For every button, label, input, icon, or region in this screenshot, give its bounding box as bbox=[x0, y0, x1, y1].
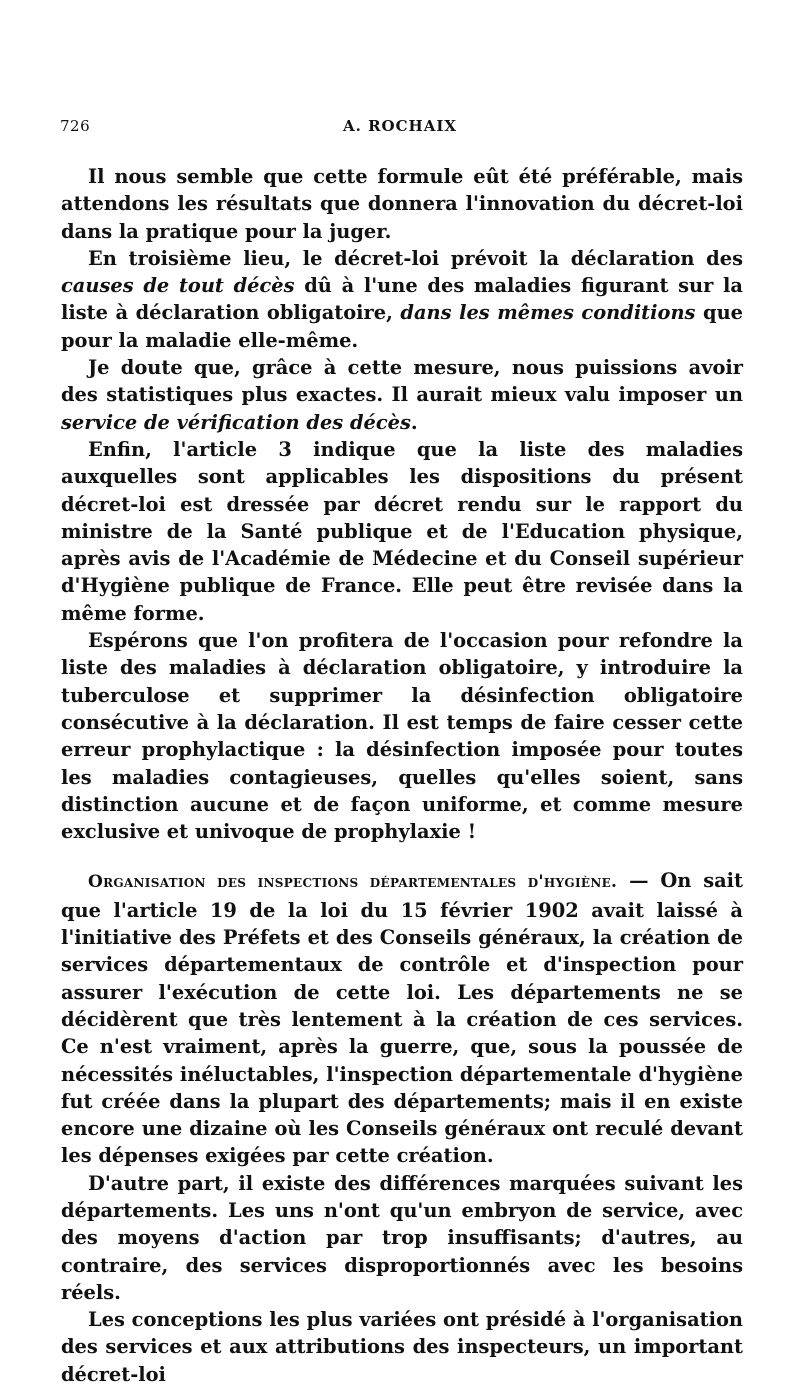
paragraph-1: Il nous semble que cette formule eût été préférable, mais attendons les résultats que donnera l'innovation du décret-loi dans la pratique pour la juger. bbox=[61, 165, 743, 243]
paragraph-2-text: que pour la maladie elle-même. bbox=[61, 301, 744, 352]
paragraph-8: Les conceptions les plus variées ont présidé à l'organisation des services et aux attributions des inspecteurs, un important décret-loi bbox=[61, 1308, 743, 1386]
section-spacer bbox=[61, 845, 743, 867]
paragraph-5: Espérons que l'on profitera de l'occasion pour refondre la liste des maladies à déclaration obligatoire, y introduire la tuberculose et supprimer la désinfection obligatoire consécutive à la déclaration. Il est temps de faire cesser cette erreur prophylactique : la désinfection imposée pour toutes les maladies contagieuses, quelles qu'elles soient, sans distinction aucune et de façon uniforme, et comme mesure exclusive et univoque de prophylaxie ! bbox=[61, 629, 743, 844]
paragraph-3-emphasis: service de vérification des décès bbox=[61, 410, 411, 434]
paragraph-2-emphasis: dans les mêmes conditions bbox=[400, 301, 696, 325]
section-title: Organisation des inspections départementales d'hygiène. bbox=[88, 872, 618, 893]
body-text bbox=[61, 163, 743, 1388]
paragraph-2-text: dû à l'une des maladies figurant sur la liste à déclaration obligatoire, bbox=[61, 274, 743, 325]
paragraph-3-text: . bbox=[410, 410, 418, 434]
running-head: A. ROCHAIX bbox=[342, 117, 458, 135]
page-number: 726 bbox=[60, 117, 91, 135]
paragraph-7: D'autre part, il existe des différences marquées suivant les départements. Les uns n'ont qu'un embryon de service, avec des moyens d'action par trop insuffisants; d'autres, au contraire, des services disproportionnés avec les besoins réels. bbox=[61, 1171, 743, 1304]
paragraph-2 bbox=[61, 245, 743, 354]
paragraph-2-emphasis: causes de tout décès bbox=[61, 274, 295, 298]
paragraph-3-text: Je doute que, grâce à cette mesure, nous puissions avoir des statistiques plus exactes. Il aurait mieux valu imposer un bbox=[61, 356, 743, 407]
paragraph-4: Enfin, l'article 3 indique que la liste des maladies auxquelles sont applicables les dispositions du présent décret-loi est dressée par décret rendu sur le rapport du ministre de la Santé publique et de l'Education physique, après avis de l'Académie de Médecine et du Conseil supérieur d'Hygiène publique de France. Elle peut être revisée dans la même forme. bbox=[61, 437, 743, 625]
paragraph-2-text: En troisième lieu, le décret-loi prévoit la déclaration des bbox=[88, 246, 743, 270]
paragraph-6 bbox=[61, 867, 743, 1169]
paragraph-6-text: — On sait que l'article 19 de la loi du 15 février 1902 avait laissé à l'initiative des Préfets et des Conseils généraux, la création de services départementaux de contrôle et d'inspection pour assurer l'exécution de cette loi. Les départements ne se décidèrent que très lentement à la création de ces services. Ce n'est vraiment, après la guerre, que, sous la poussée de nécessités inéluctables, l'inspection départementale d'hygiène fut créée dans la plupart des départements; mais il en existe encore une dizaine où les Conseils généraux ont reculé devant les dépenses exigées par cette création. bbox=[61, 869, 743, 1168]
paragraph-3 bbox=[61, 354, 743, 436]
page-header bbox=[60, 117, 740, 139]
